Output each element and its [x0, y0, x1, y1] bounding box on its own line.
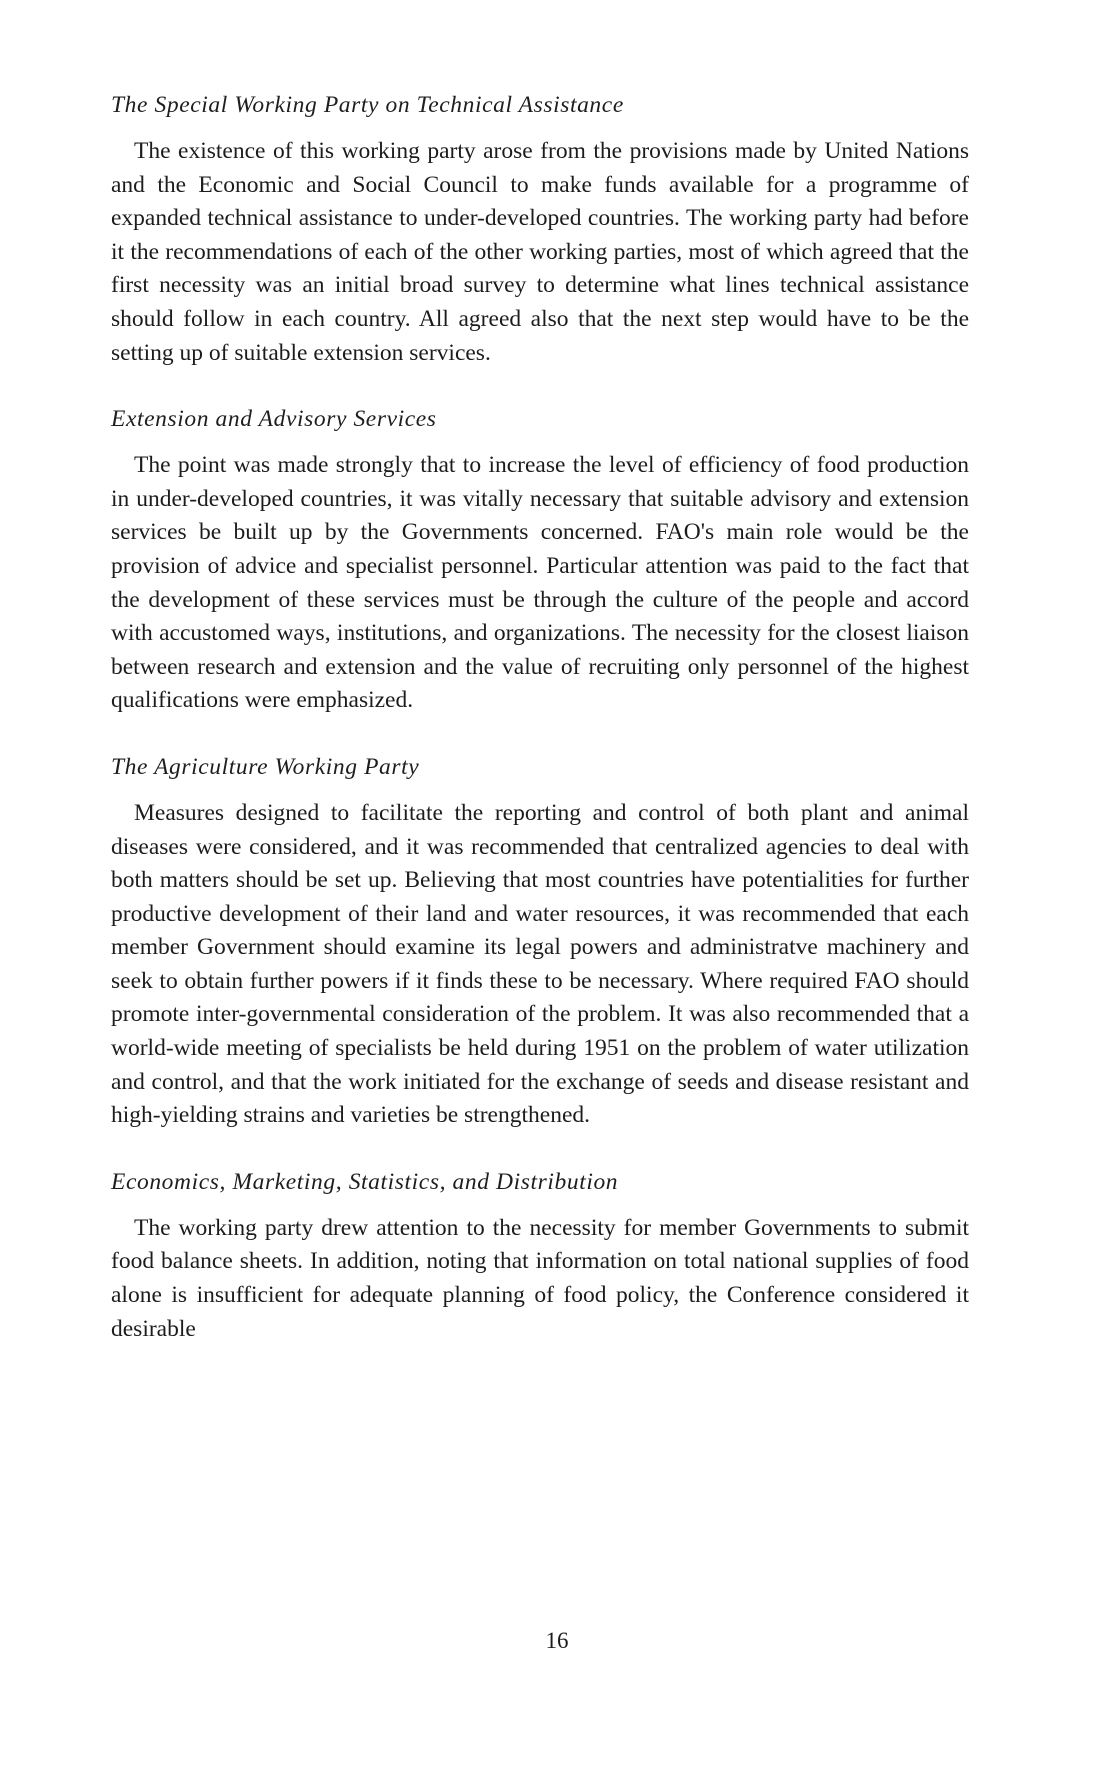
section-heading: Extension and Advisory Services: [111, 406, 437, 433]
section-paragraph: The point was made strongly that to increase the level of efficiency of food production in under-developed countries, it was vitally necessary that suitable advisory and extension services be built up by the Governments concerned. FAO's main role would be the provision of advice and specialist personnel. Particular attention was paid to the fact that the development of these services must be through the culture of the people and accord with accustomed ways, institutions, and organizations. The necessity for the closest liaison between research and extension and the value of recruiting only personnel of the highest qualifications were emphasized.: [111, 452, 969, 714]
page-number: 16: [545, 1628, 569, 1653]
section-extension-advisory: [111, 404, 969, 718]
section-heading: The Agriculture Working Party: [111, 753, 420, 780]
document-page: [111, 90, 969, 1346]
section-heading: The Special Working Party on Technical Assistance: [111, 92, 624, 118]
section-economics-marketing: [111, 1167, 969, 1346]
section-heading: Economics, Marketing, Statistics, and Distribution: [111, 1168, 619, 1195]
section-paragraph: Measures designed to facilitate the reporting and control of both plant and animal diseases were considered, and it was recommended that centralized agencies to deal with both matters should be set up. Believing that most countries have potentialities for further productive development of their land and water resources, it was recommended that each member Government should examine its legal powers and administratve machinery and seek to obtain further powers if it finds these to be necessary. Where required FAO should promote inter-governmental consideration of the problem. It was also recommended that a world-wide meeting of specialists be held during 1951 on the problem of water utilization and control, and that the work initiated for the exchange of seeds and disease resistant and high-yielding strains and varieties be strengthened.: [111, 799, 969, 1129]
section-agriculture-working-party: [111, 752, 969, 1133]
section-paragraph: The existence of this working party arose from the provisions made by United Nations and the Economic and Social Council to make funds available for a programme of expanded technical assistance to under-developed countries. The working party had before it the recommendations of each of the other working parties, most of which agreed that the first necessity was an initial broad survey to determine what lines technical assistance should follow in each country. All agreed also that the next step would have to be the setting up of suitable extension services.: [111, 138, 969, 366]
section-paragraph: The working party drew attention to the necessity for member Governments to submit food balance sheets. In addition, noting that information on total national supplies of food alone is insufficient for adequate planning of food policy, the Conference considered it desirable: [111, 1214, 969, 1342]
section-technical-assistance: [111, 90, 969, 370]
